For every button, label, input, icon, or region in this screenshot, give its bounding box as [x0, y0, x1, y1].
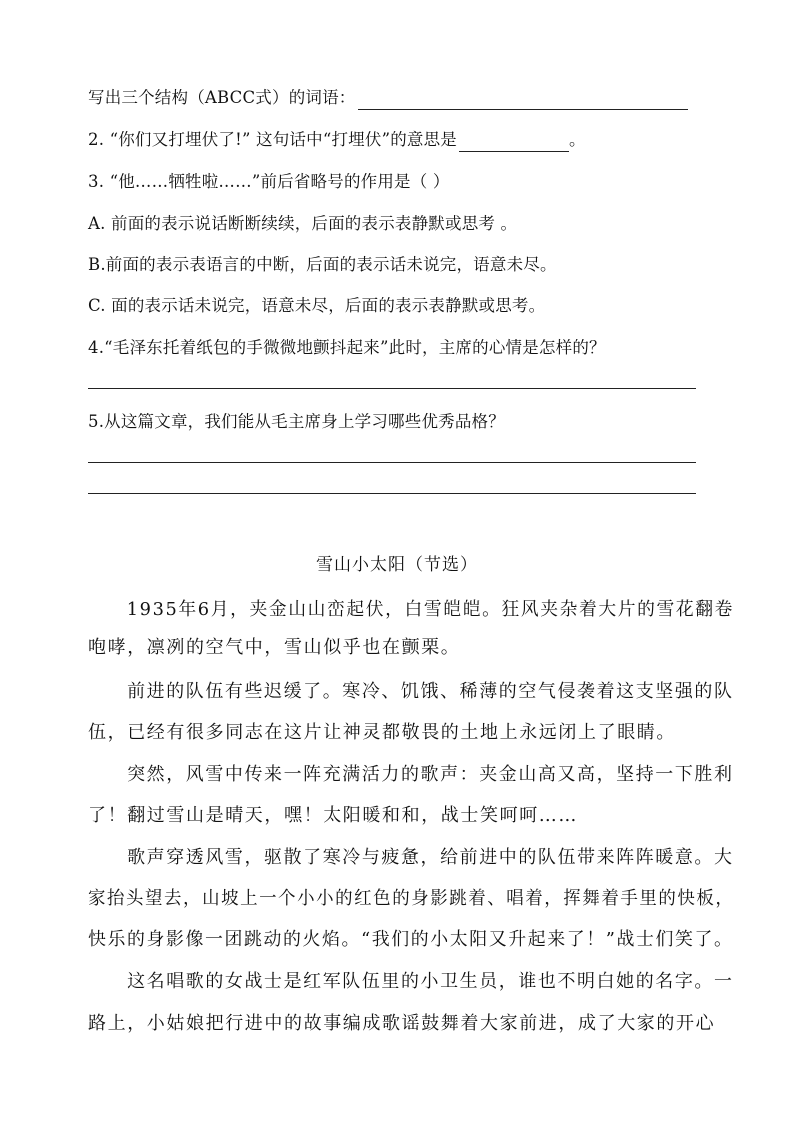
passage-line: 歌声穿透风雪，驱散了寒冷与疲惫，给前进中的队伍带来阵阵暖意。大 — [88, 847, 734, 868]
option-c: C. 面的表示话未说完，语意未尽，后面的表示表静默或思考。 — [88, 296, 546, 315]
passage-line: 咆哮，凛冽的空气中，雪山似乎也在颤栗。 — [88, 637, 461, 658]
question-5-text: 5.从这篇文章，我们能从毛主席身上学习哪些优秀品格？ — [88, 412, 505, 431]
answer-line-4[interactable] — [88, 388, 696, 389]
answer-line-5a[interactable] — [88, 462, 696, 463]
passage-line: 伍，已经有很多同志在这片让神灵都敬畏的土地上永远闭上了眼睛。 — [88, 722, 676, 743]
passage-title: 雪山小太阳（节选） — [316, 555, 478, 575]
question-1-text: 写出三个结构（ABCC式）的词语： — [88, 88, 356, 107]
passage-line: 快乐的身影像一团跳动的火焰。“我们的小太阳又升起来了！”战士们笑了。 — [88, 929, 734, 950]
answer-blank-2[interactable] — [459, 133, 569, 152]
passage-line: 了！翻过雪山是晴天，嘿！太阳暖和和，战士笑呵呵…… — [88, 805, 578, 826]
question-4-text: 4.“毛泽东托着纸包的手微微地颤抖起来”此时，主席的心情是怎样的？ — [88, 338, 606, 357]
passage-line: 家抬头望去，山坡上一个小小的红色的身影跳着、唱着，挥舞着手里的快板， — [88, 888, 735, 909]
passage-line: 突然，风雪中传来一阵充满活力的歌声：夹金山高又高，坚持一下胜利 — [88, 764, 734, 785]
passage-line: 路上，小姑娘把行进中的故事编成歌谣鼓舞着大家前进，成了大家的开心 — [88, 1013, 716, 1034]
question-1-line — [88, 86, 688, 110]
option-b: B.前面的表示表语言的中断，后面的表示话未说完，语意未尽。 — [88, 255, 557, 274]
answer-blank-1[interactable] — [358, 91, 688, 110]
question-2-line — [88, 128, 586, 152]
option-a: A. 前面的表示说话断断续续，后面的表示表静默或思考 。 — [88, 214, 518, 233]
passage-line: 1935年6月，夹金山山峦起伏，白雪皑皑。狂风夹杂着大片的雪花翻卷 — [88, 599, 735, 620]
question-2-text: 2. “你们又打埋伏了!” 这句话中“打埋伏”的意思是 — [88, 130, 458, 149]
passage-line: 这名唱歌的女战士是红军队伍里的小卫生员，谁也不明白她的名字。一 — [88, 971, 734, 992]
passage-line: 前进的队伍有些迟缓了。寒冷、饥饿、稀薄的空气侵袭着这支坚强的队 — [88, 681, 734, 702]
question-3-text: 3. “他……牺牲啦……”前后省略号的作用是（ ） — [88, 172, 450, 191]
answer-line-5b[interactable] — [88, 493, 696, 494]
question-2-end: 。 — [569, 130, 586, 149]
